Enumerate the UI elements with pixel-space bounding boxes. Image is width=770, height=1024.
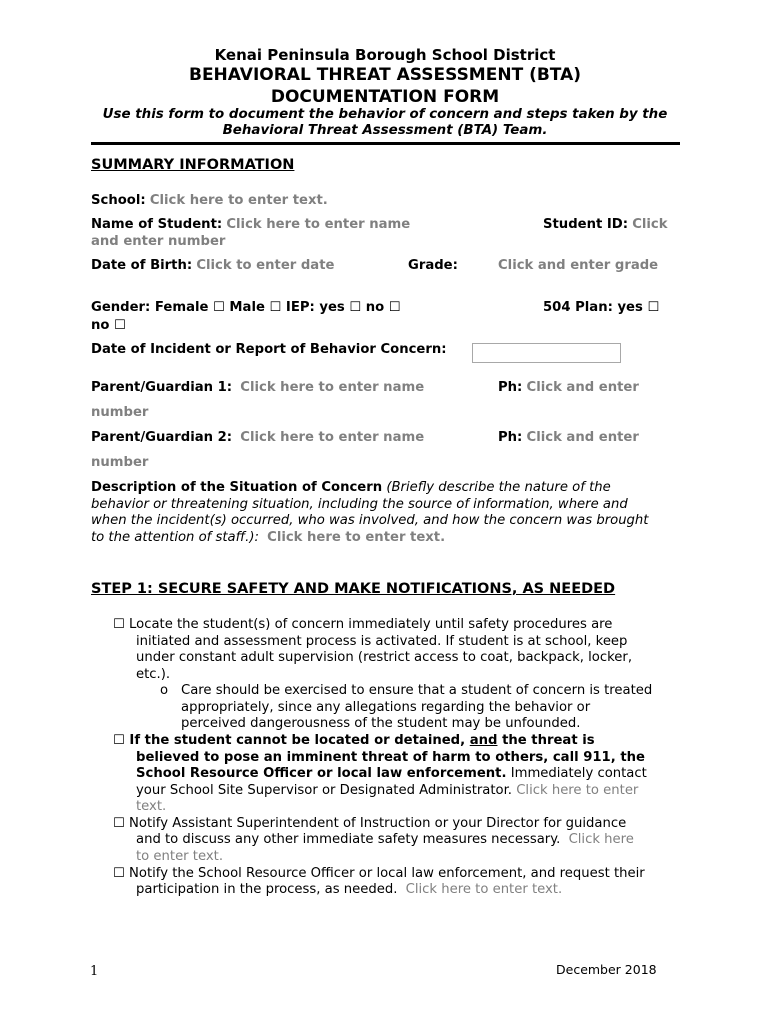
school-row (91, 193, 328, 208)
header-rule (91, 142, 680, 145)
step1-item2-checkbox[interactable]: ☐ If the student cannot be located or detained, (113, 733, 466, 748)
description-line3: when the incident(s) occurred, who was involved, and how the concern was brought (91, 513, 649, 528)
student-id-label: Student ID: (543, 217, 628, 232)
incident-date-label: Date of Incident or Report of Behavior Concern: (91, 342, 447, 357)
step1-item3-input-cont[interactable]: to enter text. (136, 849, 224, 864)
step1-item2-bold-end: School Resource Officer or local law enforcement. (136, 766, 507, 781)
step1-item2-input-cont[interactable]: text. (136, 799, 167, 814)
parent1-phone-label: Ph: (498, 380, 523, 395)
step1-item1-line2: initiated and assessment process is activated. If student is at school, keep (136, 634, 628, 649)
plan504-no-checkbox[interactable]: no ☐ (91, 318, 126, 333)
student-name-input[interactable]: Click here to enter name (226, 217, 411, 232)
step1-heading: STEP 1: SECURE SAFETY AND MAKE NOTIFICATIONS, AS NEEDED (91, 581, 616, 597)
parent2-phone-row (498, 430, 639, 445)
parent1-row (91, 380, 424, 395)
plan504-yes-checkbox[interactable]: 504 Plan: yes ☐ (543, 300, 660, 315)
description-instructions-end: to the attention of staff.): (91, 530, 259, 545)
description-line2: behavior or threatening situation, including the source of information, where and (91, 497, 628, 512)
step1-item3-checkbox[interactable]: ☐ Notify Assistant Superintendent of Instruction or your Director for guidance (113, 816, 627, 831)
step1-item3-text: and to discuss any other immediate safety measures necessary. (136, 832, 561, 847)
parent2-phone-input[interactable]: Click and enter (526, 430, 639, 445)
grade-input[interactable]: Click and enter grade (498, 258, 659, 273)
step1-item1-line3: under constant adult supervision (restrict access to coat, backpack, locker, (136, 650, 633, 665)
description-label: Description of the Situation of Concern (91, 480, 383, 495)
school-input[interactable]: Click here to enter text. (149, 193, 328, 208)
step1-item2-supervisor: your School Site Supervisor or Designated Administrator. (136, 783, 513, 798)
step1-item2-and: and (469, 733, 498, 748)
step1-item3-line2 (136, 832, 634, 847)
step1-item2-contact: Immediately contact (510, 766, 647, 781)
step1-item4-line2 (136, 882, 562, 897)
step1-item1-checkbox[interactable]: ☐ Locate the student(s) of concern immediately until safety procedures are (113, 617, 613, 632)
district-name: Kenai Peninsula Borough School District (214, 46, 556, 64)
sub-bullet-line1: Care should be exercised to ensure that a student of concern is treated (181, 683, 653, 698)
step1-item2-line4 (136, 783, 638, 798)
sub-bullet-line3: perceived dangerousness of the student may be unfounded. (181, 716, 581, 731)
step1-item2-input[interactable]: Click here to enter (516, 783, 639, 798)
sub-bullet-marker: o (160, 683, 169, 698)
description-line4 (91, 530, 445, 545)
step1-item2-threat: the threat is (502, 733, 595, 748)
grade-label: Grade: (408, 258, 458, 273)
parent1-label: Parent/Guardian 1: (91, 380, 233, 395)
parent2-row (91, 430, 424, 445)
summary-heading: SUMMARY INFORMATION (91, 157, 295, 173)
student-name-input-cont[interactable]: and enter number (91, 234, 226, 249)
step1-item2-line3 (136, 766, 647, 781)
form-title-line1: BEHAVIORAL THREAT ASSESSMENT (BTA) (188, 65, 582, 85)
footer-date: December 2018 (556, 962, 657, 977)
school-label: School: (91, 193, 146, 208)
student-id-input[interactable]: Click (632, 217, 668, 232)
parent2-phone-label: Ph: (498, 430, 523, 445)
step1-item4-input[interactable]: Click here to enter text. (405, 882, 563, 897)
step1-item2-line2: believed to pose an imminent threat of harm to others, call 911, the (136, 750, 645, 765)
parent1-phone-row (498, 380, 639, 395)
form-title-line2: DOCUMENTATION FORM (270, 87, 500, 107)
dob-input[interactable]: Click to enter date (196, 258, 335, 273)
parent2-phone-input-cont[interactable]: number (91, 455, 149, 470)
step1-item4-text: participation in the process, as needed. (136, 882, 398, 897)
parent1-name-input[interactable]: Click here to enter name (240, 380, 425, 395)
step1-item2-line1 (113, 733, 595, 748)
student-name-row (91, 217, 410, 232)
step1-item3-input[interactable]: Click here (568, 832, 634, 847)
page-number: 1 (90, 964, 99, 979)
description-input[interactable]: Click here to enter text. (267, 530, 446, 545)
parent2-label: Parent/Guardian 2: (91, 430, 233, 445)
parent1-phone-input[interactable]: Click and enter (526, 380, 639, 395)
description-instructions: (Briefly describe the nature of the (386, 480, 611, 495)
form-subtitle-line1: Use this form to document the behavior of concern and steps taken by the (102, 107, 668, 122)
incident-date-field[interactable] (472, 343, 621, 363)
parent1-phone-input-cont[interactable]: number (91, 405, 149, 420)
description-line1 (91, 480, 611, 495)
student-name-label: Name of Student: (91, 217, 223, 232)
gender-iep-checkboxes[interactable]: Gender: Female ☐ Male ☐ IEP: yes ☐ no ☐ (91, 300, 401, 315)
sub-bullet-line2: appropriately, since any allegations regarding the behavior or (181, 700, 591, 715)
form-subtitle-line2: Behavioral Threat Assessment (BTA) Team. (222, 123, 548, 138)
step1-item1-line4: etc.). (136, 667, 171, 682)
parent2-name-input[interactable]: Click here to enter name (240, 430, 425, 445)
student-id-row (543, 217, 668, 232)
dob-row (91, 258, 334, 273)
step1-item4-checkbox[interactable]: ☐ Notify the School Resource Officer or local law enforcement, and request their (113, 866, 645, 881)
dob-label: Date of Birth: (91, 258, 193, 273)
